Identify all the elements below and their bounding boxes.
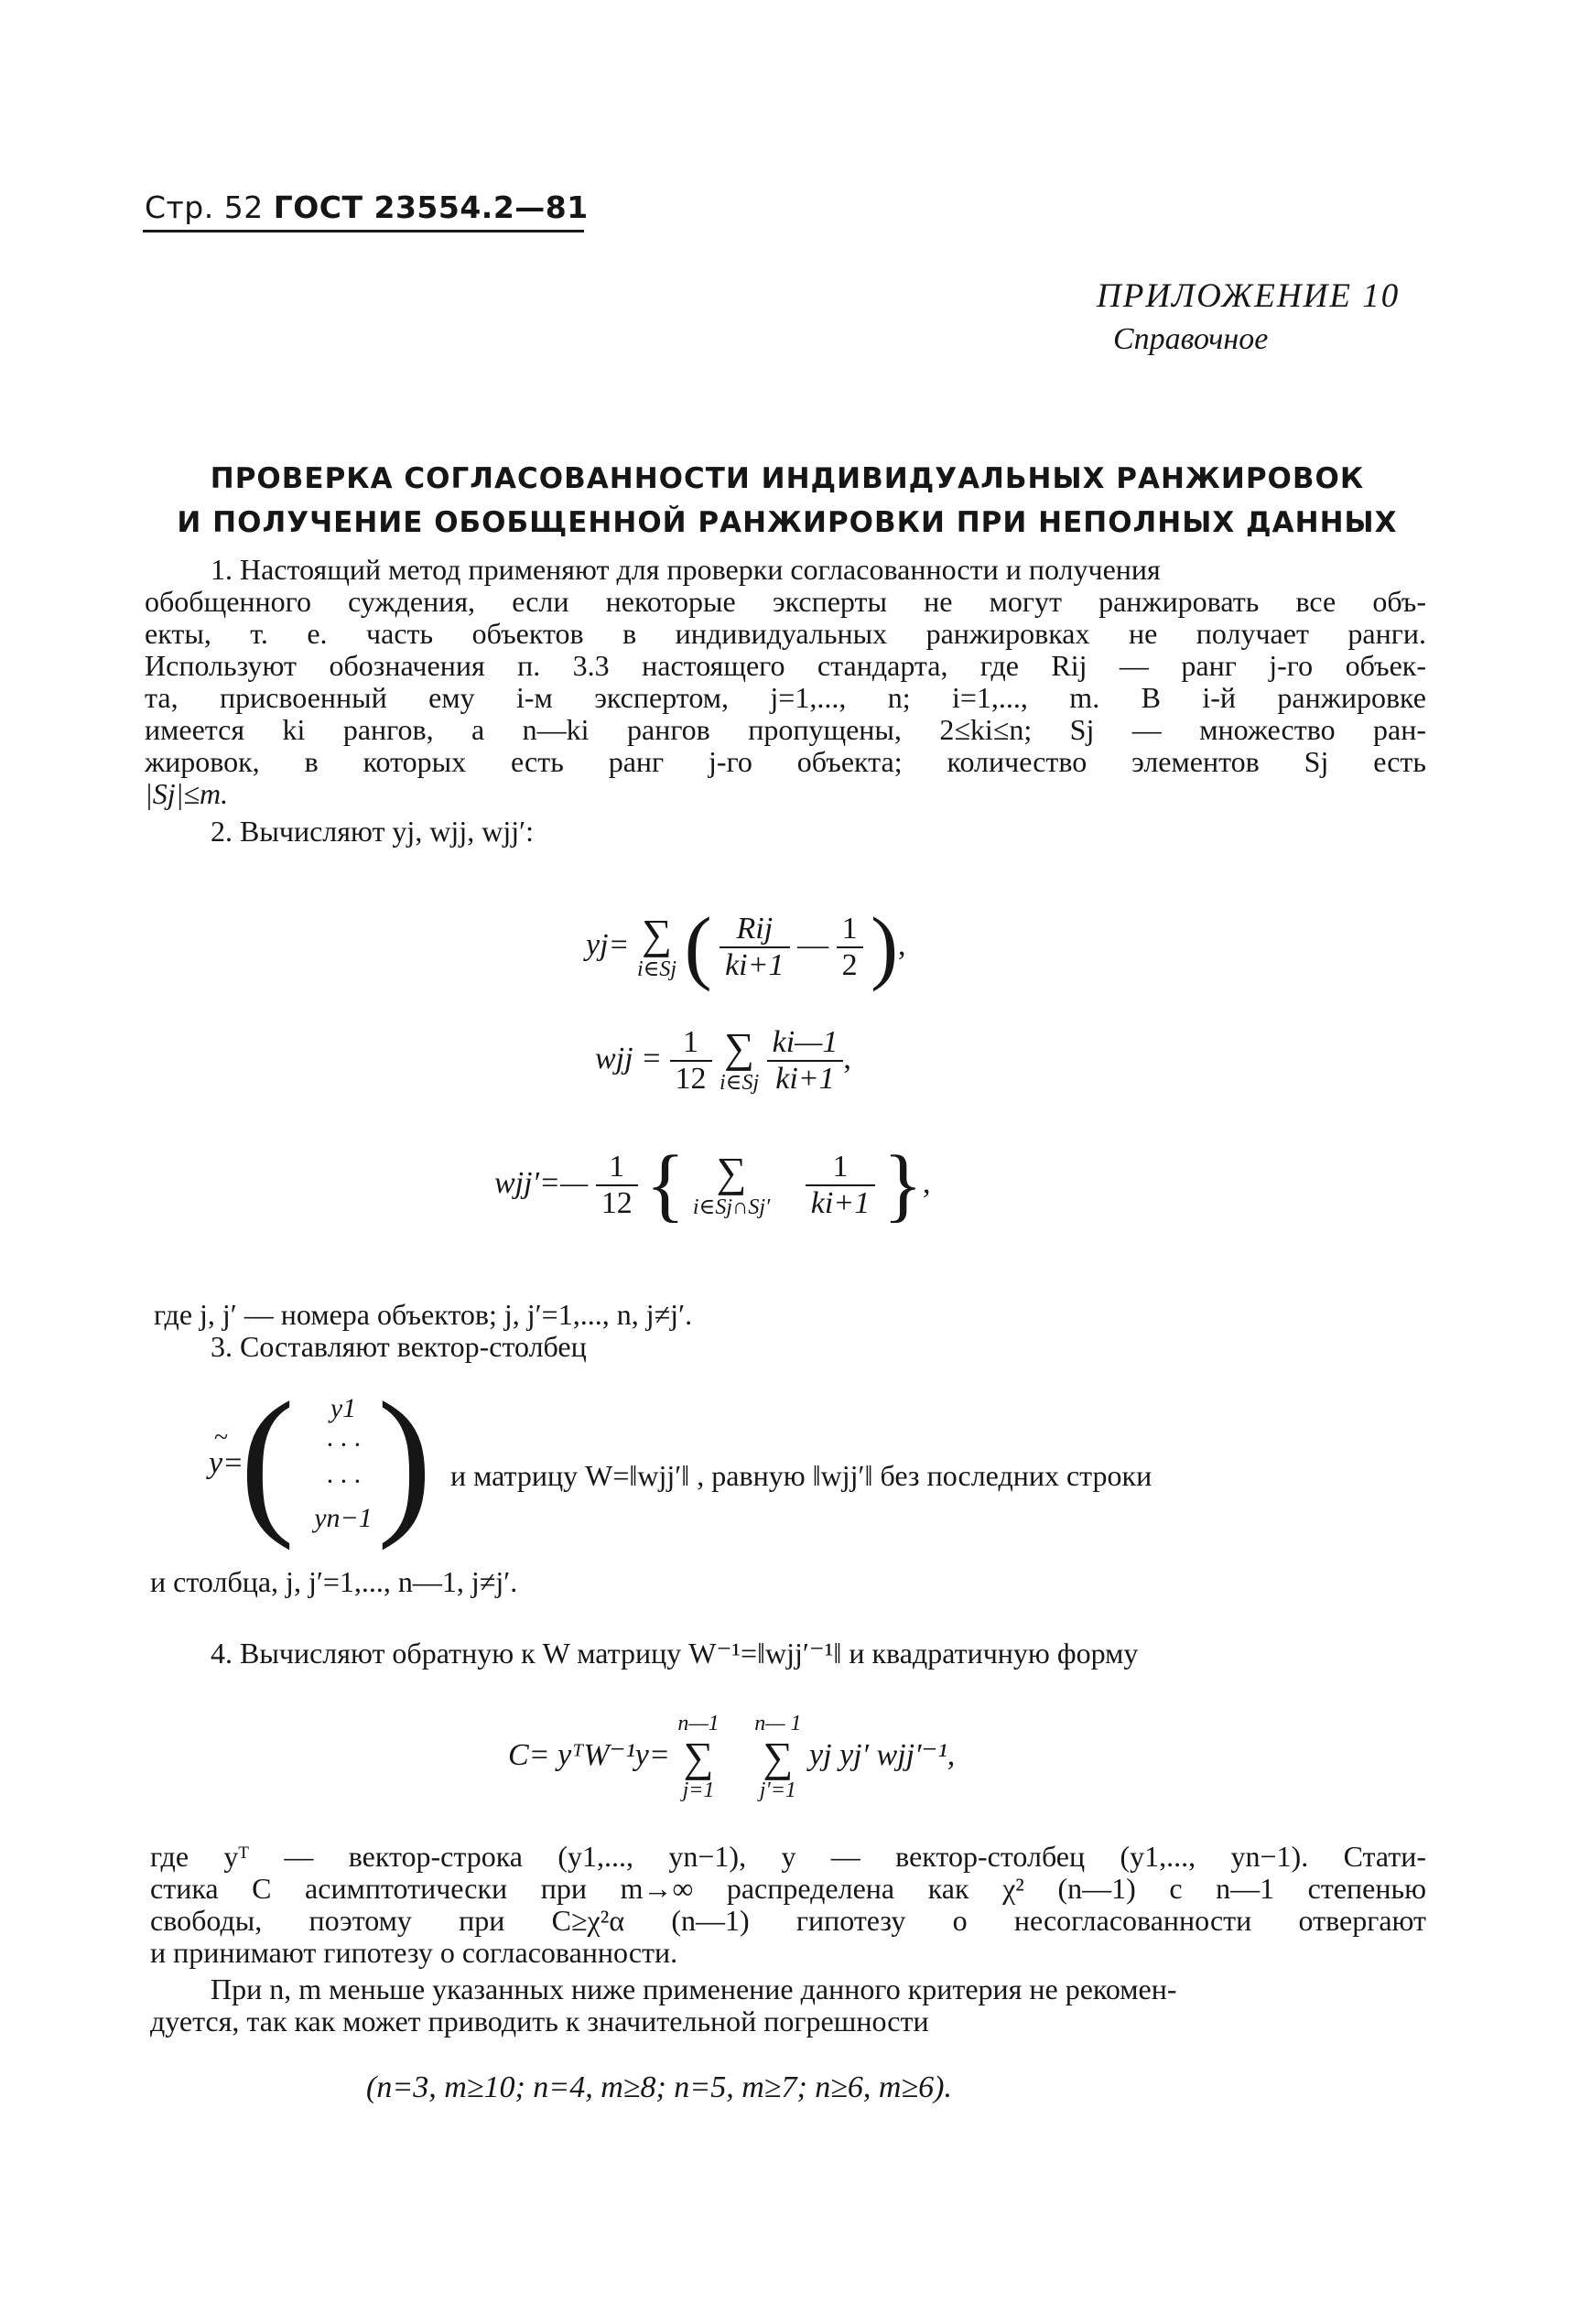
standard-code: ГОСТ 23554.2—81 bbox=[273, 189, 589, 225]
para3-line: 3. Составляют вектор-столбец bbox=[211, 1330, 587, 1363]
para5-line: стика C асимптотически при m→∞ распределена как χ² (n—1) с n—1 степенью bbox=[150, 1872, 1426, 1905]
formula-y: yj= ∑ i∈Sj ( $\frac{\text{Rij}}{ki+1}$ — $\frac{1}{2}$ ), bbox=[586, 902, 906, 992]
para5-line: и принимают гипотезу о согласованности. bbox=[150, 1936, 678, 1969]
formula-wjj: wjj = $\frac{1}{12}$ ∑ i∈Sj $\frac{ki—1}{ki+1}$ , bbox=[595, 1023, 851, 1096]
para2-line: 2. Вычисляют yj, wjj, wjj′: bbox=[211, 815, 534, 848]
para1-line: обобщенного суждения, если некоторые эксперты не могут ранжировать все объ- bbox=[145, 585, 1426, 618]
conditions-line: (n=3, m≥10; n=4, m≥8; n=5, m≥7; n≥6, m≥6). bbox=[366, 2070, 952, 2104]
formula-wjj-prime: wjj′=— $\frac{1}{12}$ { ∑ i∈Sj∩Sj′ $\frac{1}{ki+1}$ }, bbox=[494, 1140, 931, 1230]
vector-item: · · · bbox=[326, 1430, 361, 1460]
para3b-line: и столбца, j, j′=1,..., n—1, j≠j′. bbox=[150, 1565, 518, 1598]
para1-line: |Sj|≤m. bbox=[145, 777, 229, 810]
appendix-label: ПРИЛОЖЕНИЕ 10 bbox=[1097, 277, 1401, 315]
para6-line: При n, m меньше указанных ниже применение данного критерия не рекомен- bbox=[211, 1973, 1177, 2005]
vector-lhs: y= bbox=[209, 1446, 244, 1480]
para5-line: где yᵀ — вектор-строка (y1,..., yn−1), y — вектор-столбец (y1,..., yn−1). Стати- bbox=[150, 1840, 1426, 1873]
formula-quadratic: C= yᵀW⁻¹y= n—1 ∑ j=1 n— 1 ∑ j′=1 yj yj′ wjj′⁻¹, bbox=[508, 1712, 956, 1802]
where-line: где j, j′ — номера объектов; j, j′=1,..., n, j≠j′. bbox=[154, 1298, 693, 1331]
para4-line: 4. Вычисляют обратную к W матрицу W⁻¹=‖wjj′⁻¹‖ и квадратичную форму bbox=[211, 1637, 1139, 1670]
vector-left-paren: ( bbox=[240, 1368, 295, 1551]
para1-line: имеется ki рангов, а n—ki рангов пропущены, 2≤ki≤n; Sj — множество ран- bbox=[145, 713, 1426, 746]
vector-item: · · · bbox=[326, 1466, 361, 1497]
matrix-text: и матрицу W=‖wjj′‖ , равную ‖wjj′‖ без последних строки bbox=[450, 1459, 1152, 1492]
para5-line: свободы, поэтому при C≥χ²α (n—1) гипотезу о несогласованности отвергают bbox=[150, 1904, 1426, 1937]
document-title-line-2: И ПОЛУЧЕНИЕ ОБОБЩЕННОЙ РАНЖИРОВКИ ПРИ НЕПОЛНЫХ ДАННЫХ bbox=[177, 506, 1398, 539]
vector-item: yn−1 bbox=[314, 1503, 373, 1533]
para1-line: жировок, в которых есть ранг j-го объекта; количество элементов Sj есть bbox=[145, 745, 1426, 778]
tilde-mark: ~ bbox=[214, 1423, 229, 1452]
appendix-kind: Справочное bbox=[1113, 322, 1269, 356]
page-header bbox=[145, 189, 589, 225]
page-number: Стр. 52 bbox=[145, 189, 264, 225]
para1-line: 1. Настоящий метод применяют для проверки согласованности и получения bbox=[211, 553, 1161, 586]
column-vector bbox=[275, 1391, 412, 1574]
para1-line: Используют обозначения п. 3.3 настоящего стандарта, где Rij — ранг j-го объек- bbox=[145, 649, 1426, 682]
para1-line: екты, т. е. часть объектов в индивидуальных ранжировках не получает ранги. bbox=[145, 617, 1426, 650]
header-rule bbox=[143, 230, 584, 232]
para6-line: дуется, так как может приводить к значительной погрешности bbox=[150, 2005, 929, 2038]
para1-line: та, присвоенный ему i-м экспертом, j=1,..., n; i=1,..., m. В i-й ранжировке bbox=[145, 681, 1427, 714]
document-title-line-1: ПРОВЕРКА СОГЛАСОВАННОСТИ ИНДИВИДУАЛЬНЫХ РАНЖИРОВОК bbox=[210, 462, 1365, 495]
sum-symbol: ∑ bbox=[642, 910, 672, 957]
vector-right-paren: ) bbox=[377, 1368, 432, 1551]
vector-item: y1 bbox=[330, 1393, 357, 1423]
